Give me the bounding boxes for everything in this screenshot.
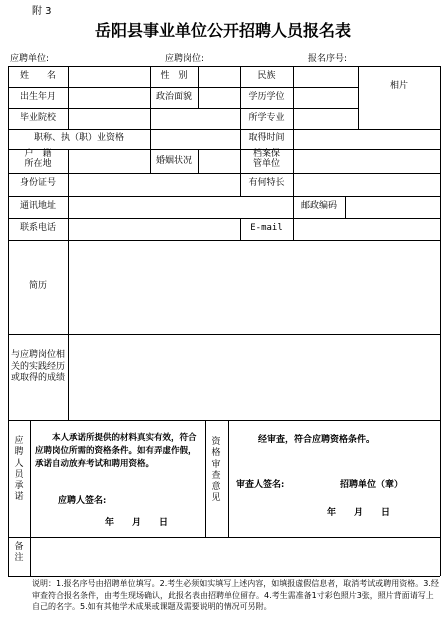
commit-signer: 应聘人签名: bbox=[58, 496, 107, 506]
school-label: 毕业院校 bbox=[19, 113, 56, 123]
postcode-field[interactable] bbox=[346, 197, 439, 217]
political-field[interactable] bbox=[199, 88, 239, 107]
birth-field[interactable] bbox=[69, 88, 149, 107]
obtain-time-field[interactable] bbox=[294, 130, 439, 148]
archive-label: 档案保 管单位 bbox=[252, 149, 280, 169]
commit-text: 本人承诺所提供的材料真实有效，符合应聘岗位所需的资格条件。如有弄虚作假，承诺自动放弃考试和聘用资格。 bbox=[35, 433, 197, 470]
ethnicity-label: 民族 bbox=[257, 71, 276, 81]
id-field[interactable] bbox=[69, 174, 239, 195]
specialty-label: 有何特长 bbox=[248, 178, 285, 188]
archive-field[interactable] bbox=[294, 150, 439, 172]
email-label: E-mail bbox=[250, 223, 283, 233]
page-title: 岳阳县事业单位公开招聘人员报名表 bbox=[94, 21, 351, 40]
postcode-label: 邮政编码 bbox=[300, 201, 337, 211]
name-label: 姓 名 bbox=[19, 71, 56, 81]
address-label: 通讯地址 bbox=[19, 201, 56, 211]
commit-head: 应聘人员承诺 bbox=[14, 436, 24, 503]
review-text: 经审查，符合应聘资格条件。 bbox=[258, 435, 376, 445]
resume-field[interactable] bbox=[69, 241, 439, 333]
commit-date: 年 月 日 bbox=[105, 518, 169, 528]
photo-box[interactable] bbox=[359, 67, 439, 128]
practice-field[interactable] bbox=[69, 335, 439, 419]
qualification-label: 职称、执（职）业资格 bbox=[33, 133, 124, 143]
review-signature-field[interactable] bbox=[296, 478, 336, 492]
education-label: 学历学位 bbox=[248, 92, 285, 102]
review-unit: 招聘单位（章） bbox=[340, 480, 404, 490]
major-field[interactable] bbox=[294, 109, 357, 128]
gender-field[interactable] bbox=[199, 67, 239, 86]
hukou-label: 户 籍 所在地 bbox=[24, 149, 52, 169]
qualification-field[interactable] bbox=[151, 130, 239, 148]
serial-label: 报名序号: bbox=[308, 54, 348, 64]
education-field[interactable] bbox=[294, 88, 357, 107]
school-field[interactable] bbox=[69, 109, 239, 128]
birth-label: 出生年月 bbox=[19, 92, 56, 102]
footnote: 说明：1.报名序号由招聘单位填写。2.考生必须如实填写上述内容，如填报虚假信息者，取消考试或聘用资格。3.经审查符合报名条件，由考生现场确认，此报名表由招聘单位留存。4.考生需准备1寸彩色照片3张，照片背面请写上自己的名字。5.如有其他学术成果或课题及需要说明的情况可另附。 bbox=[32, 579, 439, 612]
unit-label: 应聘单位: bbox=[10, 54, 50, 64]
review-date: 年 月 日 bbox=[327, 508, 391, 518]
annex-label: 附 3 bbox=[32, 6, 52, 17]
gender-label: 性 别 bbox=[160, 71, 188, 81]
marital-field[interactable] bbox=[199, 150, 239, 172]
marital-label: 婚姻状况 bbox=[155, 156, 192, 166]
political-label: 政治面貌 bbox=[155, 92, 192, 102]
id-label: 身份证号 bbox=[19, 178, 56, 188]
name-field[interactable] bbox=[69, 67, 149, 86]
resume-label: 简历 bbox=[28, 281, 47, 291]
remark-label: 备注 bbox=[14, 542, 24, 564]
post-label: 应聘岗位: bbox=[165, 54, 205, 64]
review-signer: 审查人签名: bbox=[236, 480, 285, 490]
remark-field[interactable] bbox=[31, 538, 439, 575]
phone-field[interactable] bbox=[69, 219, 239, 239]
phone-label: 联系电话 bbox=[19, 223, 56, 233]
specialty-field[interactable] bbox=[294, 174, 439, 195]
practice-label: 与应聘岗位相关的实践经历或取得的成绩 bbox=[10, 350, 65, 384]
photo-label: 相片 bbox=[389, 81, 408, 91]
address-field[interactable] bbox=[69, 197, 292, 217]
review-head: 资格审查意见 bbox=[211, 437, 221, 504]
commit-signature-field[interactable] bbox=[118, 494, 198, 508]
obtain-time-label: 取得时间 bbox=[248, 133, 285, 143]
hukou-field[interactable] bbox=[69, 150, 149, 172]
ethnicity-field[interactable] bbox=[294, 67, 357, 86]
email-field[interactable] bbox=[294, 219, 439, 239]
major-label: 所学专业 bbox=[248, 113, 285, 123]
